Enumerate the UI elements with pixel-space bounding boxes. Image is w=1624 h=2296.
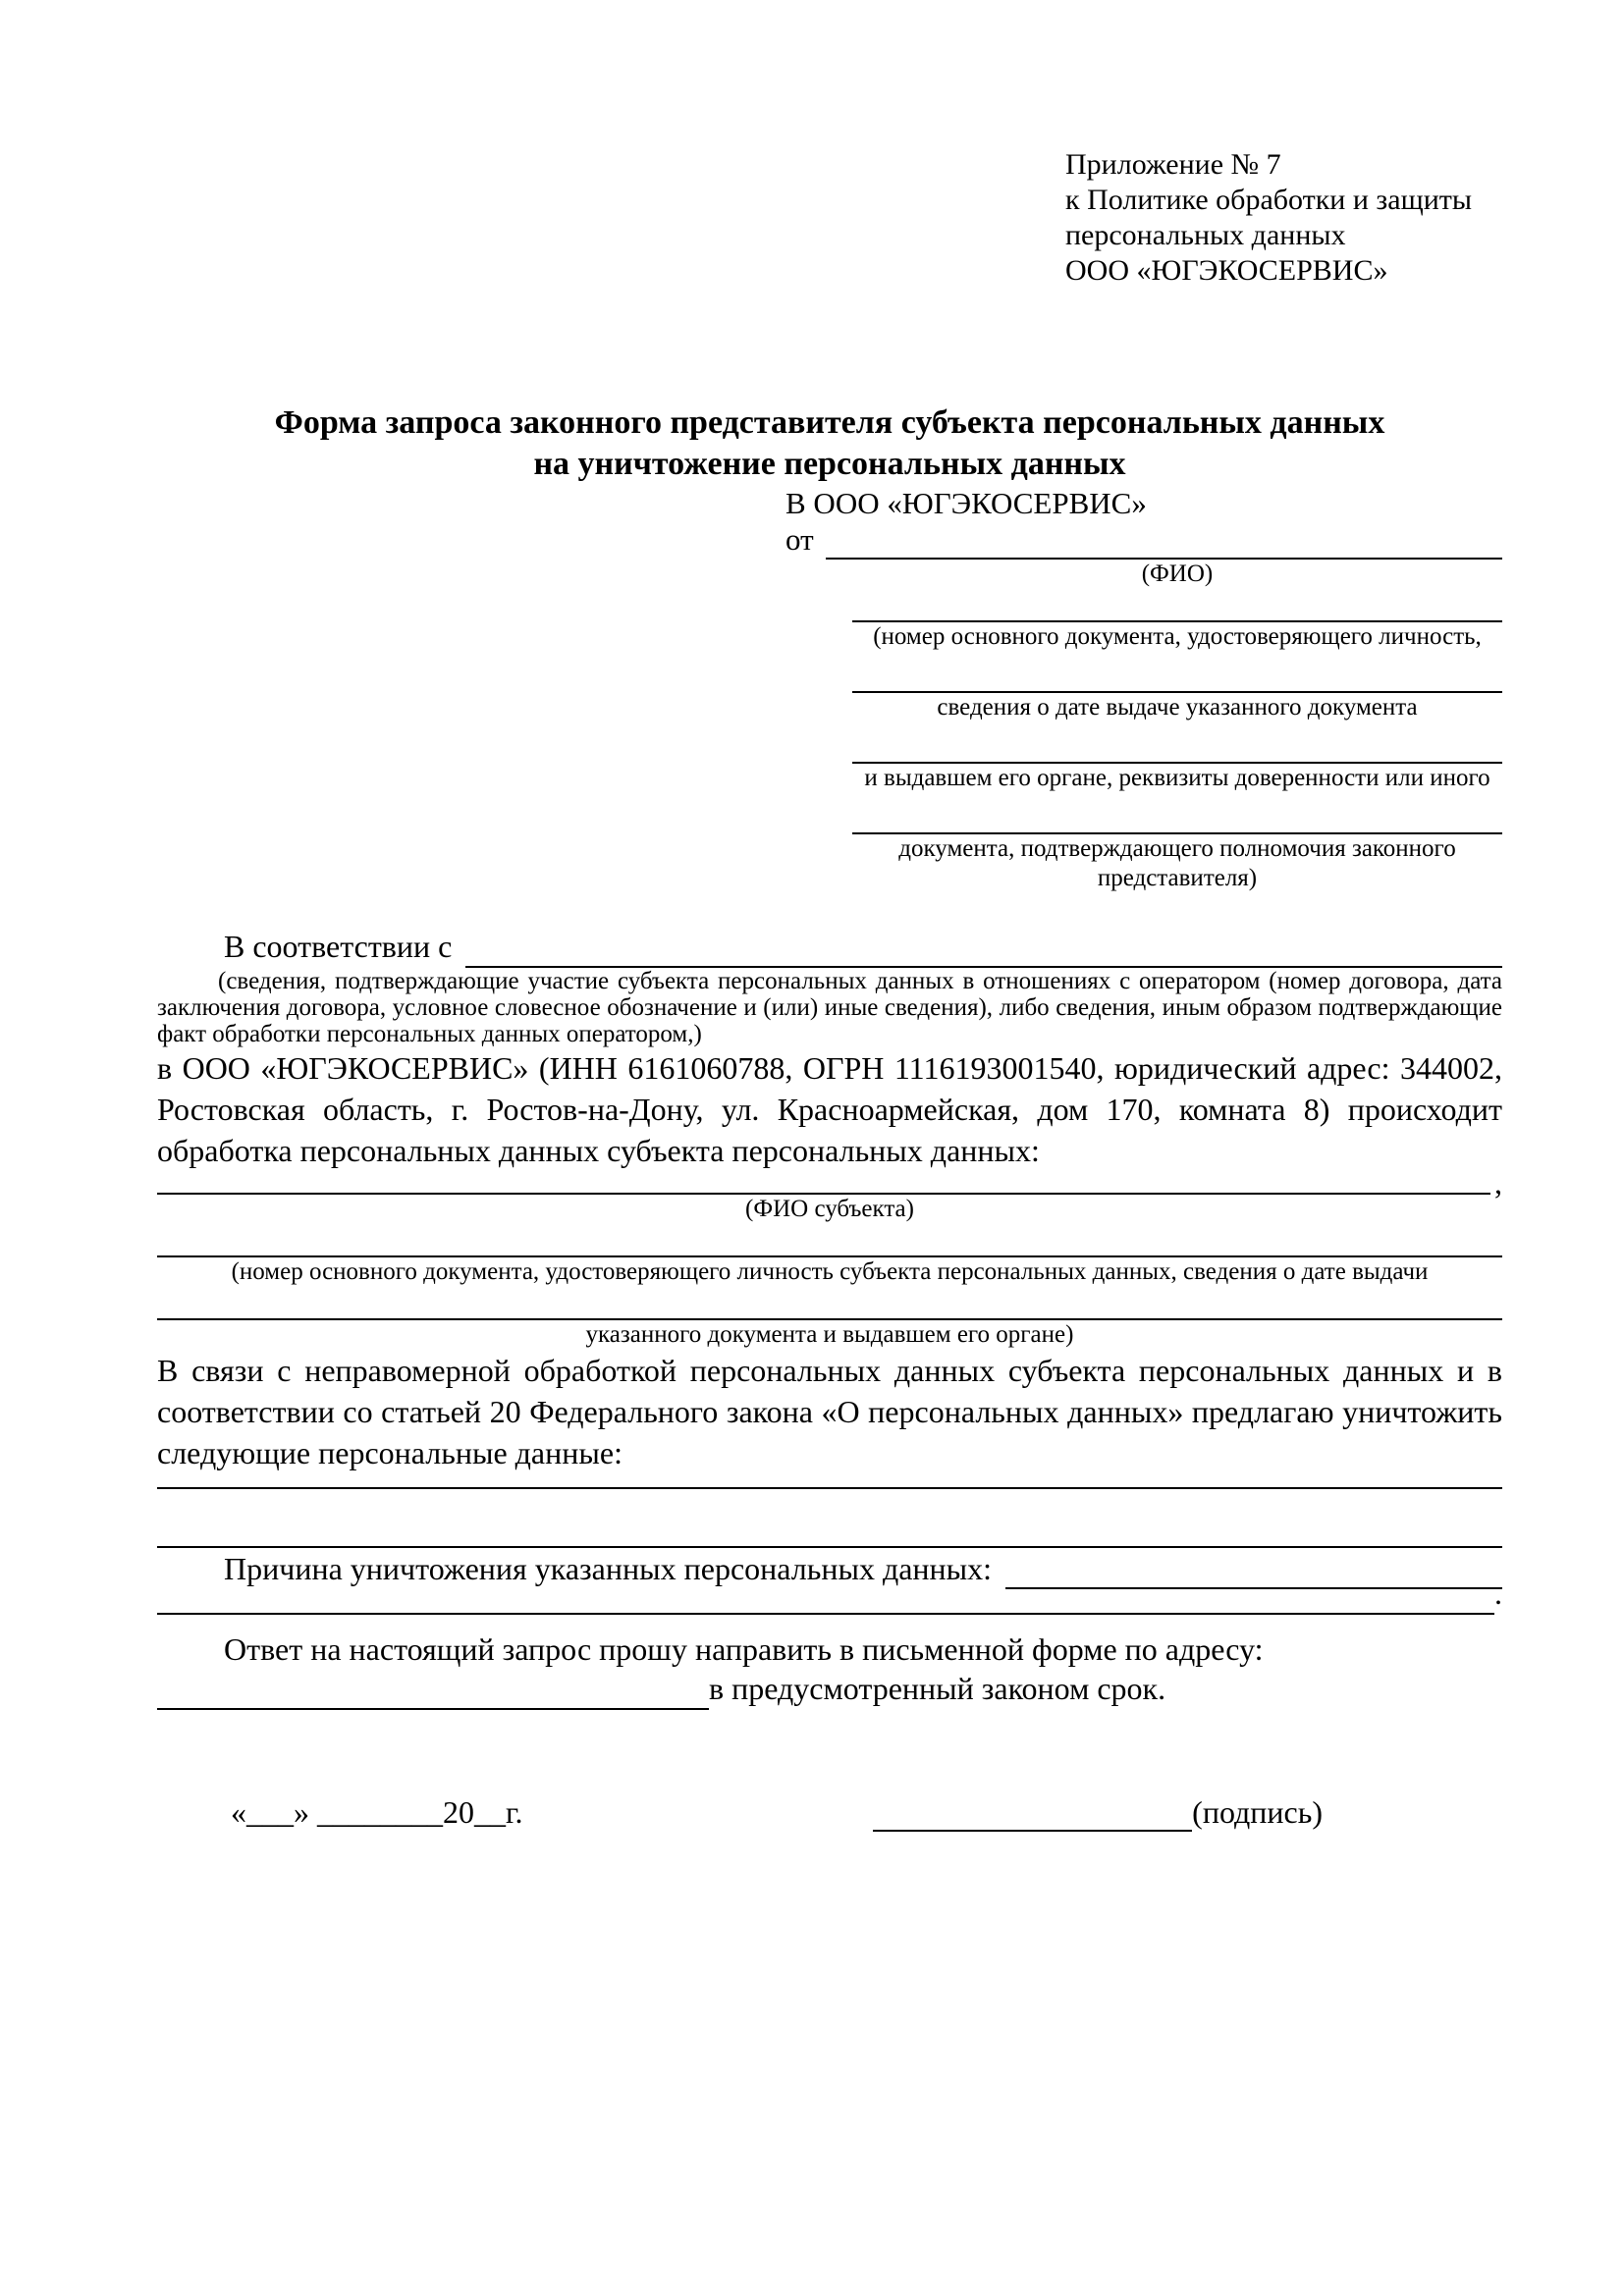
signature-row bbox=[157, 1792, 1502, 1832]
signature-caption: (подпись) bbox=[1192, 1794, 1323, 1830]
from-field bbox=[785, 522, 1502, 560]
subject-document-caption: указанного документа и выдавшем его органе) bbox=[585, 1321, 1074, 1348]
field-caption: сведения о дате выдаче указанного документа bbox=[937, 694, 1418, 721]
appendix-header-line: к Политике обработки и защиты bbox=[1065, 184, 1473, 216]
blank-line bbox=[873, 1792, 1192, 1832]
recipient-organization: В ООО «ЮГЭКОСЕРВИС» bbox=[785, 486, 1147, 520]
blank-line bbox=[852, 801, 1502, 834]
trailing-period: . bbox=[1494, 1575, 1502, 1612]
subject-fio-caption: (ФИО субъекта) bbox=[745, 1196, 914, 1222]
answer-tail: в предусмотренный законом срок. bbox=[709, 1671, 1166, 1707]
reason-field bbox=[157, 1548, 1502, 1589]
recipient-block bbox=[785, 485, 1502, 893]
date-field: «___» ________20__г. bbox=[231, 1794, 523, 1830]
answer-paragraph: Ответ на настоящий запрос прошу направить в письменной форме по адресу: bbox=[224, 1631, 1264, 1667]
field-caption: (номер основного документа, удостоверяющего личность, bbox=[873, 623, 1482, 650]
document-title-line: Форма запроса законного представителя субъекта персональных данных bbox=[274, 404, 1385, 441]
operator-paragraph: в ООО «ЮГЭКОСЕРВИС» (ИНН 6161060788, ОГРН 1116193001540, юридический адрес: 344002, Ростовская область, г. Ростов-на-Дону, ул. Красноармейская, дом 170, комната 8) происходит обработка персональных данных субъекта персональных данных: bbox=[157, 1050, 1502, 1168]
appendix-header-line: Приложение № 7 bbox=[1065, 148, 1281, 181]
claim-paragraph: В связи с неправомерной обработкой персональных данных субъекта персональных данных и в соответствии со статьей 20 Федерального закона «О персональных данных» предлагаю уничтожить следующие персональные данные: bbox=[157, 1353, 1502, 1470]
blank-line bbox=[157, 1708, 709, 1710]
blank-line bbox=[852, 730, 1502, 764]
accordance-note: (сведения, подтверждающие участие субъекта персональных данных в отношениях с оператором (номер договора, дата заключения договора, условное словесное обозначение и (или) иные сведения), либо сведения, иным образом подтверждающие факт обработки персональных данных оператором,) bbox=[157, 968, 1502, 1047]
subject-document-field bbox=[157, 1287, 1502, 1350]
blank-line bbox=[157, 1489, 1502, 1548]
field-caption: документа, подтверждающего полномочия законного представителя) bbox=[898, 835, 1456, 891]
subject-document-field bbox=[157, 1224, 1502, 1287]
representative-document-field bbox=[852, 730, 1502, 793]
answer-address-field bbox=[157, 1671, 1502, 1710]
blank-line bbox=[157, 1613, 1494, 1615]
signature-field bbox=[873, 1792, 1323, 1832]
appendix-header-line: персональных данных bbox=[1065, 219, 1346, 251]
blank-line bbox=[852, 660, 1502, 693]
blank-line bbox=[157, 1473, 1502, 1489]
subject-fio-field bbox=[157, 1165, 1502, 1201]
representative-document-field bbox=[852, 589, 1502, 652]
appendix-header-line: ООО «ЮГЭКОСЕРВИС» bbox=[1065, 254, 1388, 287]
field-caption: и выдавшем его органе, реквизиты доверенности или иного bbox=[864, 765, 1490, 791]
representative-document-field bbox=[852, 660, 1502, 722]
blank-line bbox=[157, 1224, 1502, 1257]
reason-label: Причина уничтожения указанных персональных данных: bbox=[224, 1551, 993, 1586]
document-title bbox=[157, 402, 1502, 485]
blank-line bbox=[852, 589, 1502, 622]
trailing-comma: , bbox=[1494, 1165, 1502, 1201]
fio-caption: (ФИО) bbox=[1141, 561, 1214, 587]
from-label: от bbox=[785, 521, 814, 557]
representative-document-field bbox=[852, 801, 1502, 893]
accordance-field bbox=[157, 929, 1502, 968]
accordance-label: В соответствии с bbox=[224, 929, 453, 965]
subject-document-caption: (номер основного документа, удостоверяющего личность субъекта персональных данных, сведения о дате выдачи bbox=[231, 1258, 1429, 1285]
reason-continuation-field bbox=[157, 1575, 1502, 1615]
appendix-header bbox=[1065, 147, 1502, 289]
blank-line bbox=[157, 1287, 1502, 1320]
blank-line bbox=[1005, 1587, 1502, 1589]
document-title-line: на уничтожение персональных данных bbox=[533, 446, 1126, 482]
